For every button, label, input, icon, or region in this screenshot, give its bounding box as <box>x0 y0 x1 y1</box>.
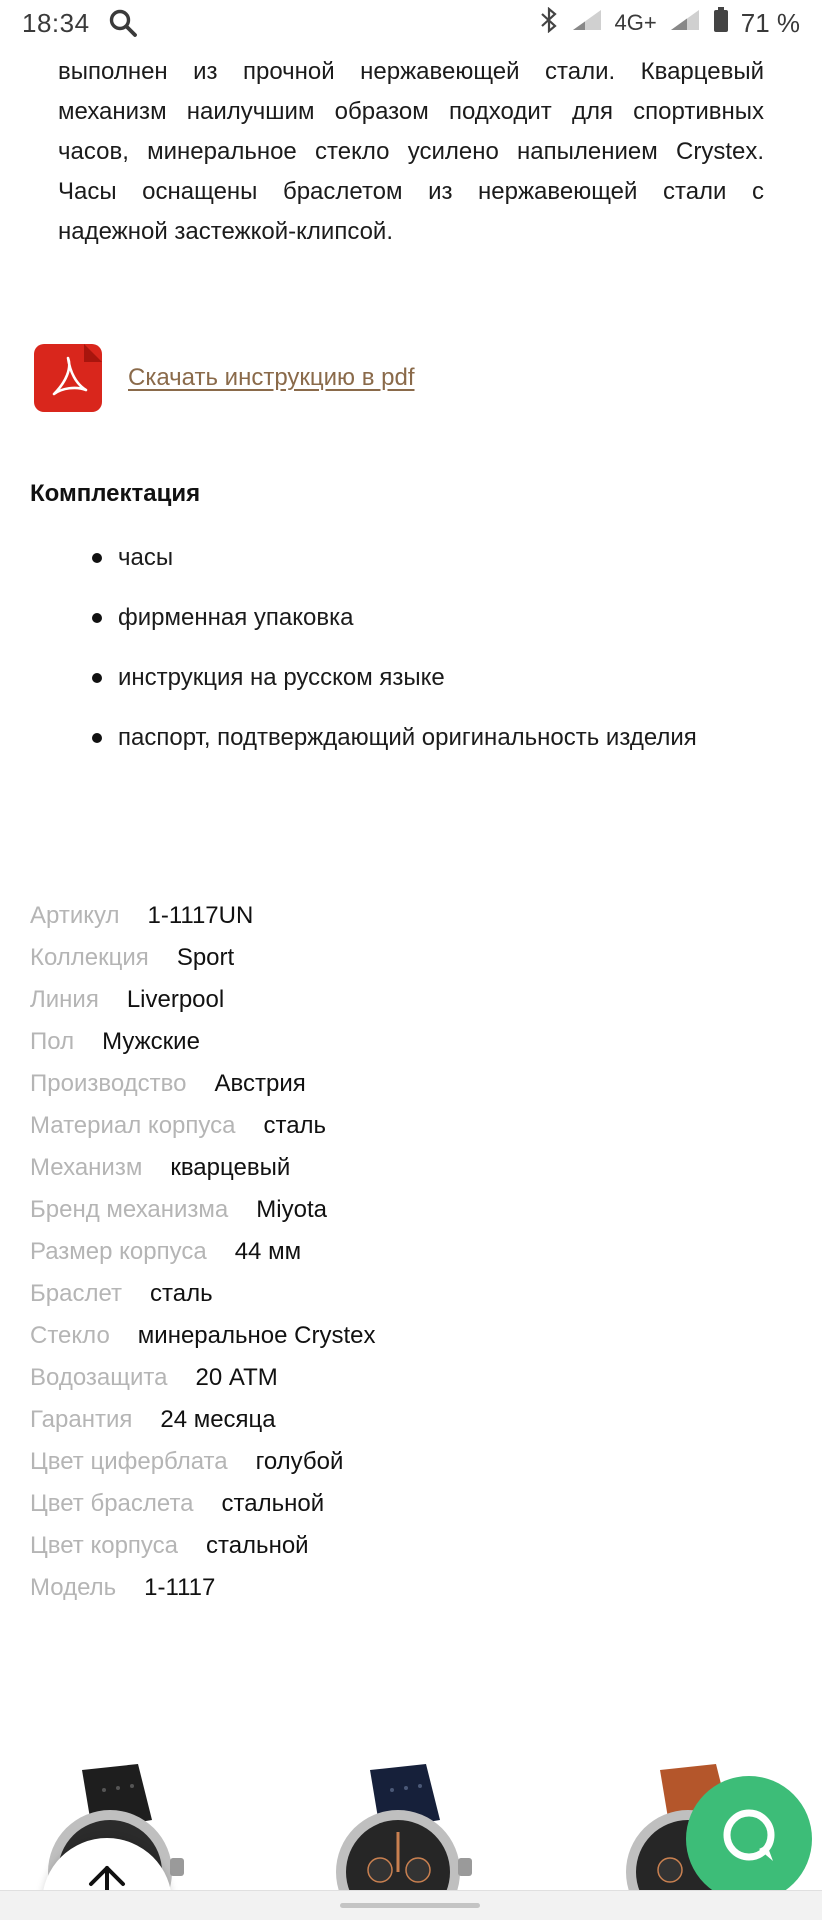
system-nav-bar <box>0 1890 822 1920</box>
spec-row <box>30 1189 375 1231</box>
spec-label: Модель <box>30 1574 117 1601</box>
spec-value: минеральное Crystex <box>137 1322 376 1349</box>
bluetooth-icon <box>539 7 559 39</box>
pdf-icon[interactable] <box>32 342 104 414</box>
spec-row <box>30 1063 375 1105</box>
spec-label: Артикул <box>30 902 120 929</box>
spec-label: Пол <box>30 1028 75 1055</box>
specs-table <box>30 895 375 1609</box>
spec-value: 24 месяца <box>160 1406 276 1433</box>
spec-row <box>30 1399 375 1441</box>
list-item <box>92 654 697 714</box>
bullet <box>92 733 102 743</box>
spec-row <box>30 1441 375 1483</box>
spec-label: Водозащита <box>30 1364 168 1391</box>
spec-row <box>30 1231 375 1273</box>
kit-item-text: инструкция на русском языке <box>118 664 445 691</box>
kit-item-text: фирменная упаковка <box>118 604 354 631</box>
signal-icon <box>669 8 701 38</box>
network-type: 4G+ <box>614 10 657 35</box>
spec-row <box>30 979 375 1021</box>
bullet <box>92 553 102 563</box>
spec-value: 20 ATM <box>195 1364 278 1391</box>
spec-row <box>30 1147 375 1189</box>
spec-value: Мужские <box>102 1028 200 1055</box>
spec-value: стальной <box>205 1532 309 1559</box>
spec-label: Материал корпуса <box>30 1112 236 1139</box>
signal-icon <box>571 8 603 38</box>
status-bar <box>0 0 822 46</box>
spec-value: 1-1117 <box>144 1574 216 1601</box>
spec-label: Коллекция <box>30 944 149 971</box>
spec-row <box>30 1273 375 1315</box>
spec-value: сталь <box>150 1280 213 1307</box>
kit-item-text: часы <box>118 544 174 571</box>
spec-row <box>30 1315 375 1357</box>
spec-value: Sport <box>176 944 235 971</box>
spec-label: Цвет циферблата <box>30 1448 228 1475</box>
status-time: 18:34 <box>22 7 90 38</box>
spec-row <box>30 937 375 979</box>
chat-button[interactable] <box>686 1776 812 1902</box>
spec-value: 1-1117UN <box>147 902 254 929</box>
spec-value: голубой <box>255 1448 344 1475</box>
product-description: выполнен из прочной нержавеющей стали. Кварцевый механизм наилучшим образом подходит для спортивных часов, минеральное стекло усилено напылением Crystex. Часы оснащены браслетом из нержавеющей стали с надежной застежкой-клипсой. <box>58 58 764 245</box>
spec-value: сталь <box>263 1112 327 1139</box>
battery-percent: 71 % <box>740 7 800 38</box>
spec-label: Линия <box>30 986 99 1013</box>
download-pdf-link[interactable]: Скачать инструкцию в pdf <box>128 364 415 391</box>
spec-label: Бренд механизма <box>30 1196 229 1223</box>
spec-value: кварцевый <box>170 1154 291 1181</box>
spec-row <box>30 1483 375 1525</box>
spec-value: Liverpool <box>126 986 225 1013</box>
pdf-download <box>32 342 415 414</box>
spec-value: Австрия <box>214 1070 306 1097</box>
chat-icon <box>717 1805 781 1874</box>
battery-icon <box>713 7 729 39</box>
spec-row <box>30 1021 375 1063</box>
spec-label: Браслет <box>30 1280 122 1307</box>
search-icon <box>108 8 138 38</box>
list-item <box>92 534 697 594</box>
kit-list <box>92 534 697 774</box>
spec-row <box>30 1567 375 1609</box>
spec-row <box>30 1105 375 1147</box>
watch-image <box>318 1760 478 1900</box>
home-gesture-handle[interactable] <box>340 1903 480 1908</box>
spec-label: Цвет корпуса <box>30 1532 178 1559</box>
product-card[interactable] <box>318 1760 478 1900</box>
spec-label: Размер корпуса <box>30 1238 207 1265</box>
bullet <box>92 673 102 683</box>
spec-label: Гарантия <box>30 1406 133 1433</box>
spec-value: 44 мм <box>234 1238 302 1265</box>
bullet <box>92 613 102 623</box>
spec-row <box>30 1525 375 1567</box>
spec-label: Цвет браслета <box>30 1490 194 1517</box>
spec-row <box>30 895 375 937</box>
spec-value: Miyota <box>256 1196 327 1223</box>
kit-item-text: паспорт, подтверждающий оригинальность изделия <box>118 724 697 751</box>
kit-heading: Комплектация <box>30 480 201 507</box>
status-indicators <box>539 7 800 39</box>
spec-value: стальной <box>221 1490 325 1517</box>
list-item <box>92 594 697 654</box>
spec-label: Производство <box>30 1070 187 1097</box>
spec-label: Стекло <box>30 1322 110 1349</box>
spec-row <box>30 1357 375 1399</box>
spec-label: Механизм <box>30 1154 143 1181</box>
list-item <box>92 714 697 774</box>
